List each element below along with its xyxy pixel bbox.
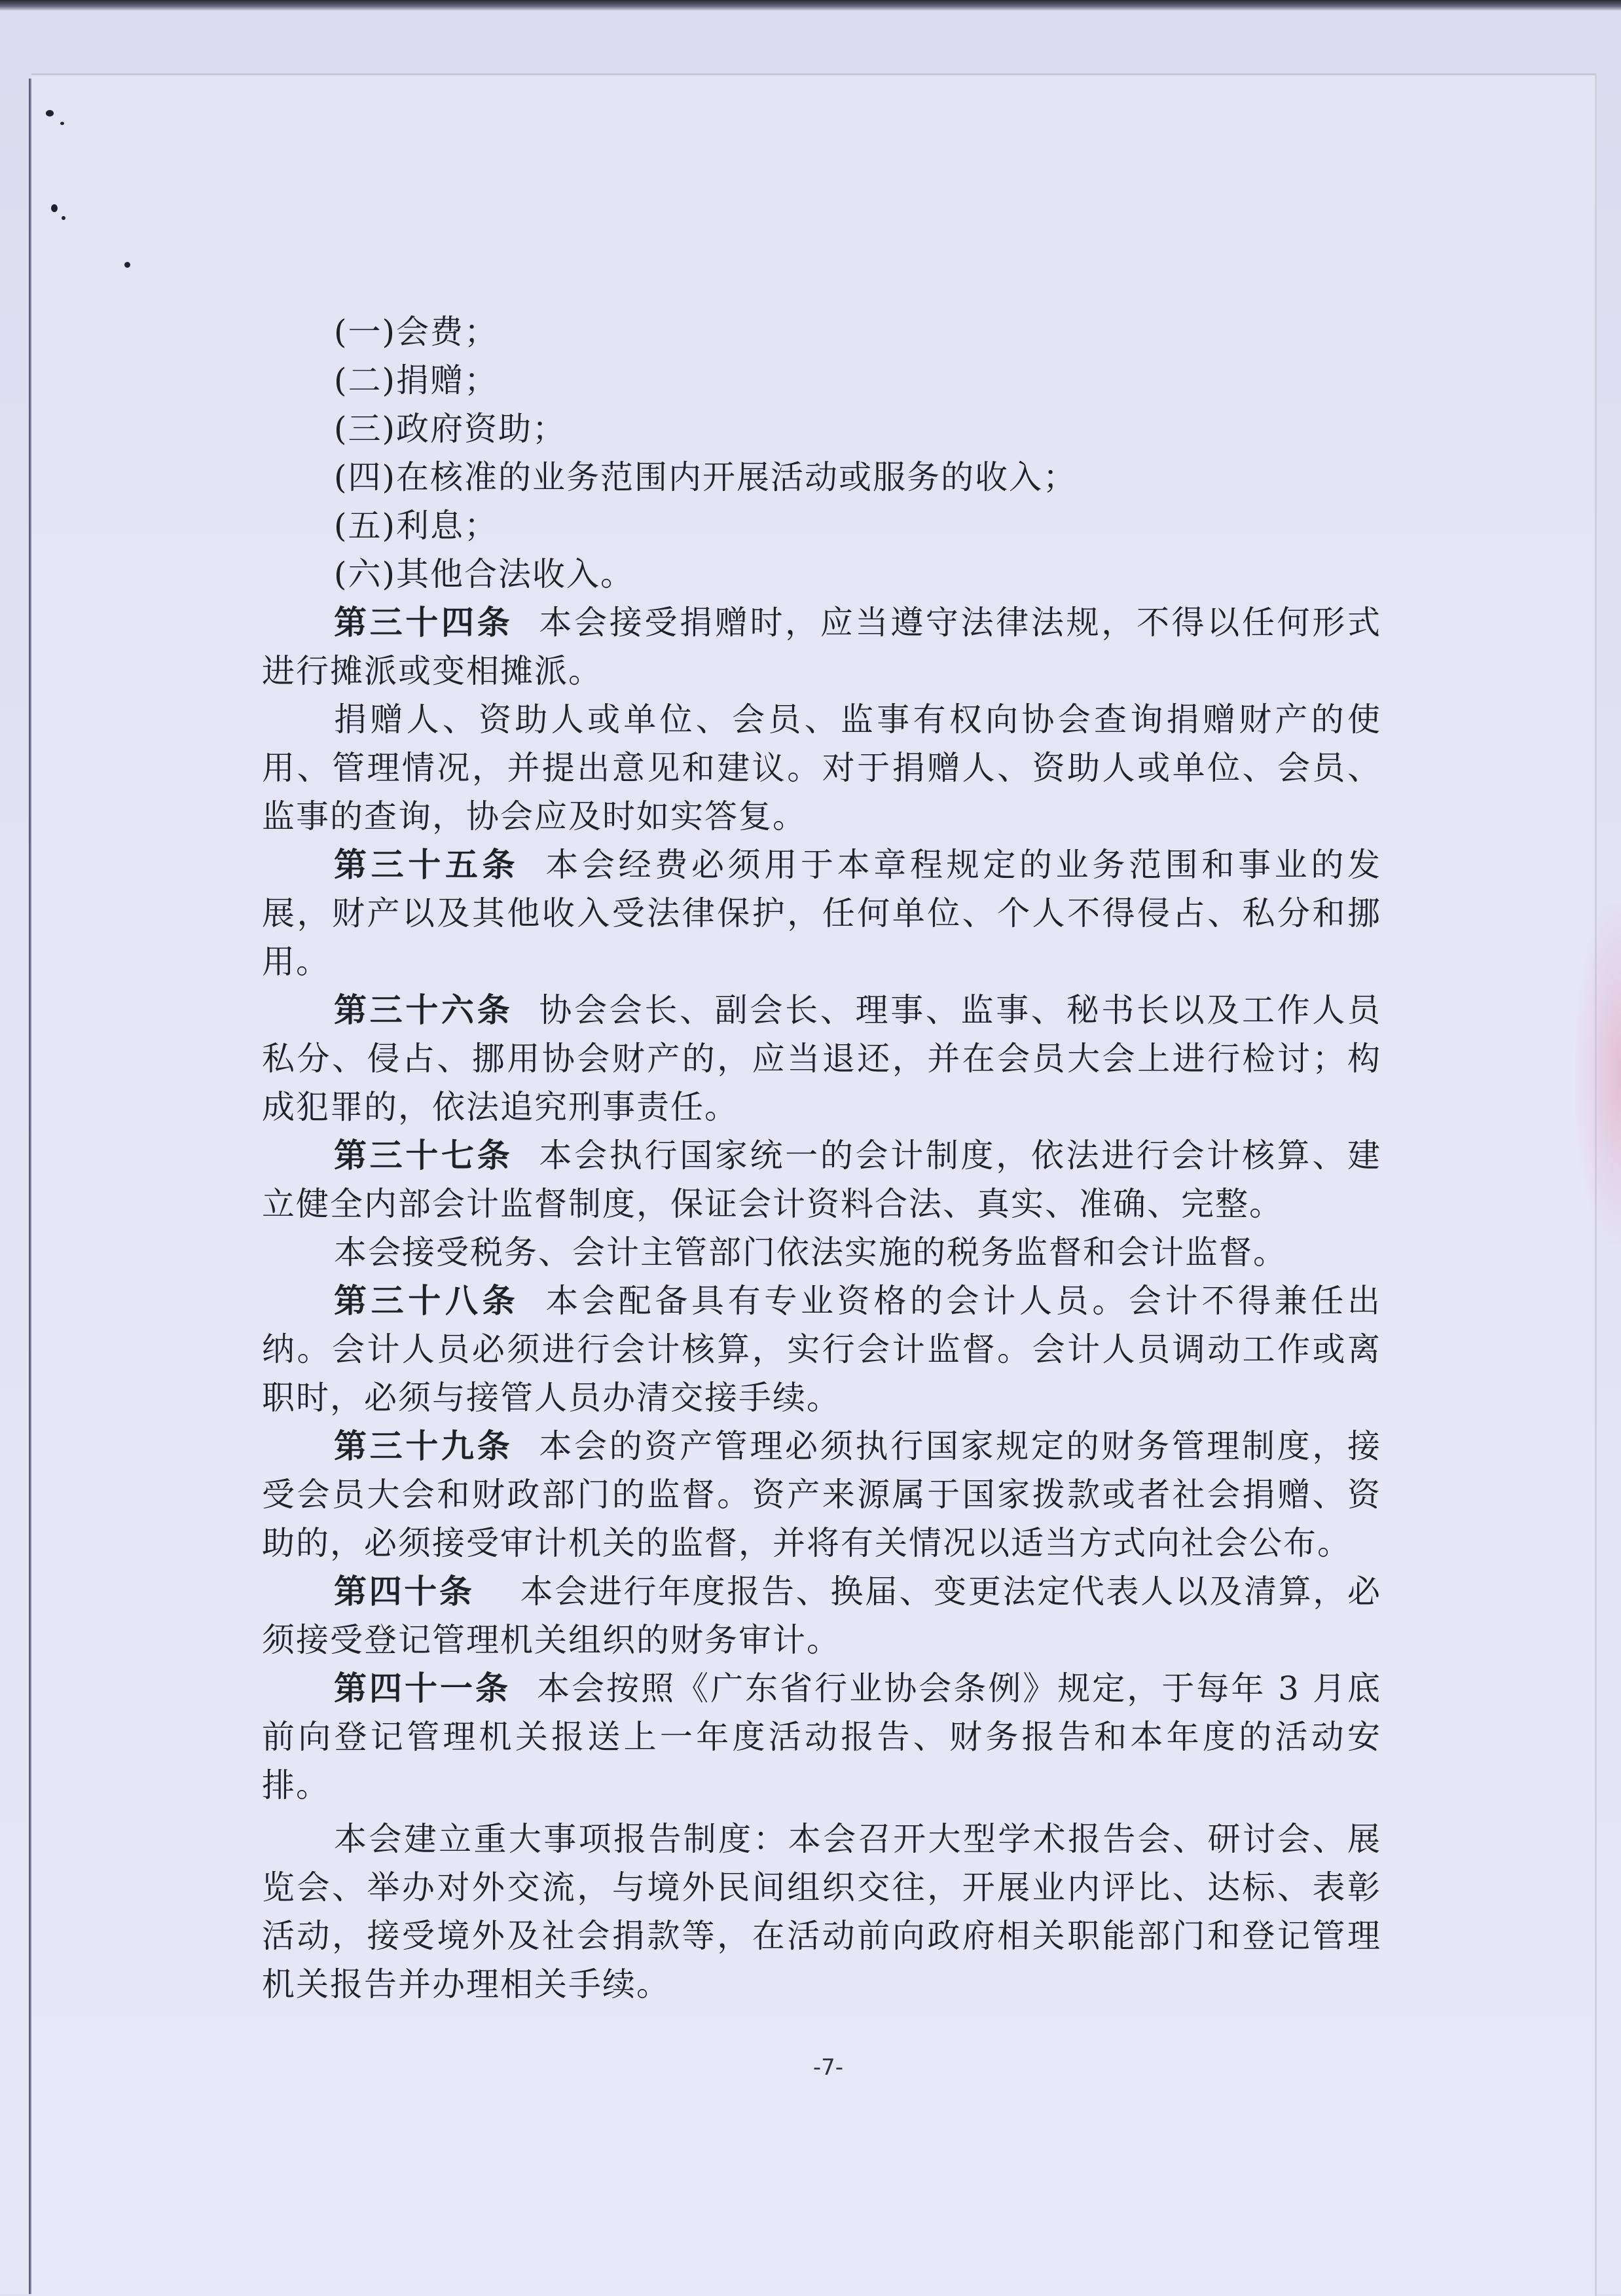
scanner-top-edge (0, 0, 1621, 10)
article-text: 本会配备具有专业资格的会计人员。会计不得兼任出纳。会计人员必须进行会计核算，实行会计监督。会计人员调动工作或离职时，必须与接管人员办清交接手续。 (262, 1282, 1382, 1417)
scan-speck (60, 122, 64, 125)
income-item: (六)其他合法收入。 (334, 555, 635, 593)
article-36 (262, 986, 1381, 1131)
article-number: 第三十九条 (334, 1427, 513, 1465)
article-number: 第四十条 (334, 1572, 475, 1611)
scan-speck (62, 216, 65, 220)
article-number: 第三十七条 (334, 1136, 513, 1175)
article-39 (262, 1422, 1381, 1567)
article-number: 第三十四条 (334, 603, 513, 642)
article-text: 协会会长、副会长、理事、监事、秘书长以及工作人员私分、侵占、挪用协会财产的，应当退还，并在会员大会上进行检讨；构成犯罪的，依法追究刑事责任。 (262, 991, 1382, 1126)
scan-speck (46, 110, 54, 117)
page-number: -7- (812, 2054, 844, 2081)
article-37 (262, 1131, 1381, 1228)
article-37-paragraph-2: 本会接受税务、会计主管部门依法实施的税务监督和会计监督。 (334, 1233, 1287, 1271)
article-text: 本会按照《广东省行业协会条例》规定，于每年 3 月底前向登记管理机关报送上一年度活动报告、财务报告和本年度的活动安排。 (262, 1669, 1381, 1804)
article-text: 本会接受捐赠时，应当遵守法律法规，不得以任何形式进行摊派或变相摊派。 (262, 604, 1382, 690)
income-item: (五)利息； (334, 507, 499, 545)
article-number: 第三十八条 (334, 1281, 520, 1320)
article-text: 本会经费必须用于本章程规定的业务范围和事业的发展，财产以及其他收入受法律保护，任何单位、个人不得侵占、私分和挪用。 (262, 846, 1382, 981)
scan-speck (51, 204, 58, 212)
article-34 (262, 598, 1381, 695)
article-number: 第四十一条 (334, 1669, 511, 1707)
article-41 (262, 1664, 1381, 1810)
article-text: 本会执行国家统一的会计制度，依法进行会计核算、建立健全内部会计监督制度，保证会计资料合法、真实、准确、完整。 (262, 1137, 1382, 1223)
article-text: 本会的资产管理必须执行国家规定的财务管理制度，接受会员大会和财政部门的监督。资产来源属于国家拨款或者社会捐赠、资助的，必须接受审计机关的监督，并将有关情况以适当方式向社会公布。 (262, 1427, 1382, 1562)
income-item: (一)会费； (334, 313, 499, 351)
article-text: 本会进行年度报告、换届、变更法定代表人以及清算，必须接受登记管理机关组织的财务审计。 (262, 1573, 1382, 1659)
scan-speck (124, 262, 130, 268)
income-item: (四)在核准的业务范围内开展活动或服务的收入； (334, 458, 1078, 496)
income-item: (二)捐赠； (334, 361, 499, 399)
article-34-paragraph-2: 捐赠人、资助人或单位、会员、监事有权向协会查询捐赠财产的使用、管理情况，并提出意见和建议。对于捐赠人、资助人或单位、会员、监事的查询，协会应及时如实答复。 (262, 701, 1381, 835)
seal-bleed-through (1575, 903, 1621, 1244)
article-41-paragraph-2: 本会建立重大事项报告制度：本会召开大型学术报告会、研讨会、展览会、举办对外交流，与境外民间组织交往，开展业内评比、达标、表彰活动，接受境外及社会捐款等，在活动前向政府相关职能部门和登记管理机关报告并办理相关手续。 (262, 1820, 1381, 2003)
income-item: (三)政府资助； (334, 410, 567, 448)
document-body (262, 308, 1381, 2009)
article-38 (262, 1277, 1381, 1422)
article-35 (262, 841, 1381, 986)
article-number: 第三十六条 (334, 991, 513, 1029)
article-40 (262, 1567, 1381, 1664)
article-number: 第三十五条 (334, 845, 520, 884)
paper-left-edge (29, 79, 31, 2294)
